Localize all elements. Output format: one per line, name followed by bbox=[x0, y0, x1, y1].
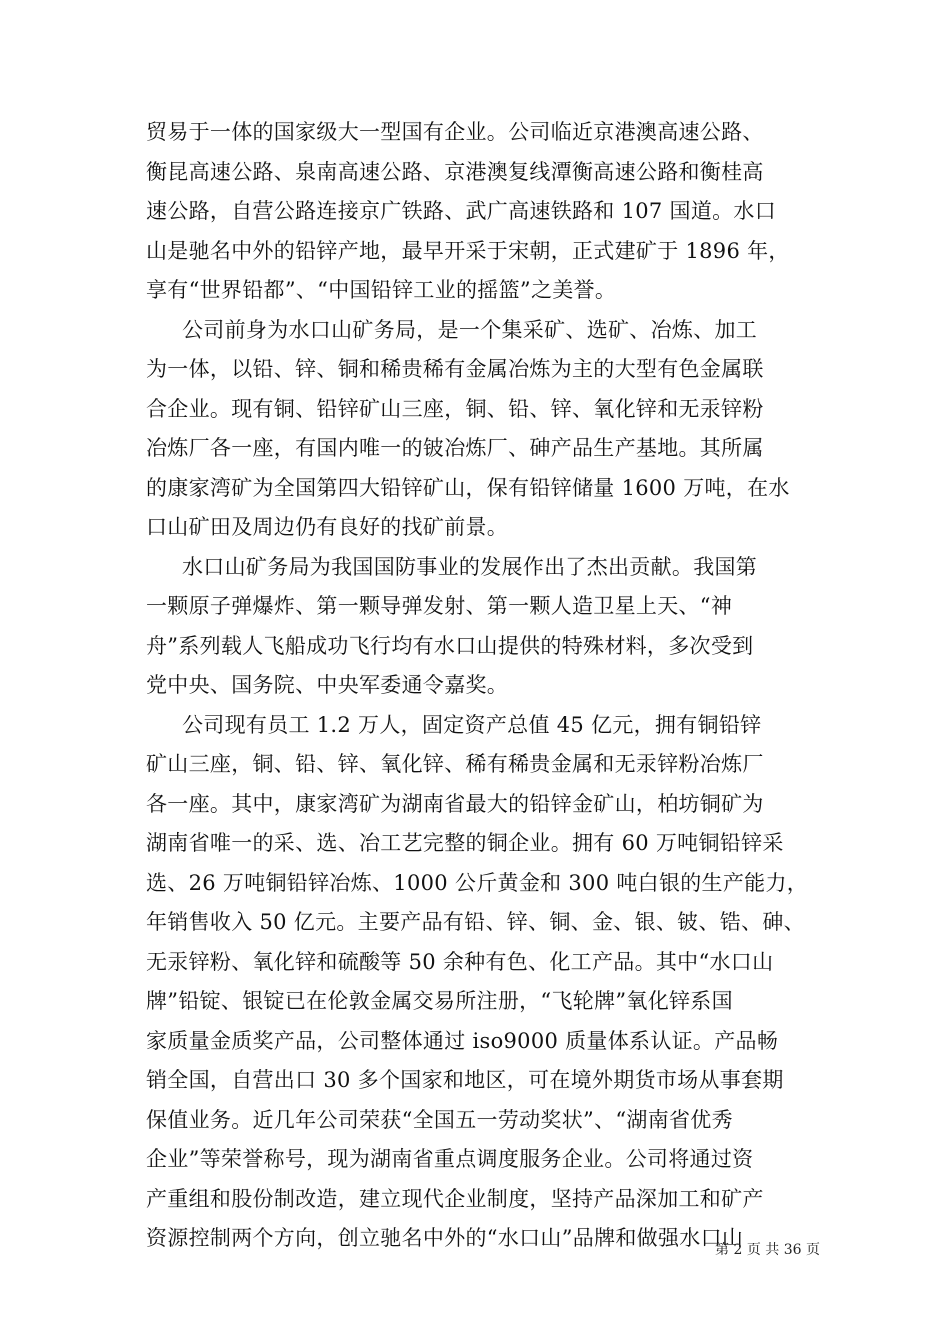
text-line: 享有“世界铅都”、“中国铅锌工业的摇篮”之美誉。 bbox=[146, 278, 617, 302]
text-line: 保值业务。近几年公司荣获“全国五一劳动奖状”、“湖南省优秀 bbox=[146, 1107, 733, 1132]
text-line: 企业”等荣誉称号，现为湖南省重点调度服务企业。公司将通过资 bbox=[146, 1147, 754, 1171]
body-text bbox=[146, 113, 826, 1259]
text-line: 贸易于一体的国家级大一型国有企业。公司临近京港澳高速公路、 bbox=[146, 120, 764, 144]
paragraph-start-line: 公司前身为水口山矿务局，是一个集采矿、选矿、冶炼、加工 bbox=[182, 317, 758, 342]
text-line: 党中央、国务院、中央军委通令嘉奖。 bbox=[146, 673, 509, 697]
text-line: 年销售收入 50 亿元。主要产品有铅、锌、铜、金、银、铍、锆、砷、 bbox=[146, 910, 805, 934]
text-line: 资源控制两个方向，创立驰名中外的“水口山”品牌和做强水口山 bbox=[146, 1226, 744, 1250]
text-line: 矿山三座，铜、铅、锌、氧化锌、稀有稀贵金属和无汞锌粉冶炼厂 bbox=[146, 752, 764, 776]
paragraph-start-line: 水口山矿务局为我国国防事业的发展作出了杰出贡献。我国第 bbox=[182, 554, 758, 579]
text-line: 各一座。其中，康家湾矿为湖南省最大的铅锌金矿山，柏坊铜矿为 bbox=[146, 791, 764, 816]
text-line: 的康家湾矿为全国第四大铅锌矿山，保有铅锌储量 1600 万吨，在水 bbox=[146, 475, 790, 500]
text-line: 湖南省唯一的采、选、冶工艺完整的铜企业。拥有 60 万吨铜铅锌采 bbox=[146, 831, 784, 855]
text-line: 衡昆高速公路、泉南高速公路、京港澳复线潭衡高速公路和衡桂高 bbox=[146, 159, 764, 184]
page-number-footer: 第 2 页 共 36 页 bbox=[715, 1242, 820, 1258]
text-line: 家质量金质奖产品，公司整体通过 iso9000 质量体系认证。产品畅 bbox=[146, 1028, 779, 1053]
text-line: 冶炼厂各一座，有国内唯一的铍冶炼厂、砷产品生产基地。其所属 bbox=[146, 436, 764, 460]
text-line: 速公路，自营公路连接京广铁路、武广高速铁路和 107 国道。水口 bbox=[146, 199, 777, 223]
text-line: 为一体，以铅、锌、铜和稀贵稀有金属冶炼为主的大型有色金属联 bbox=[146, 357, 764, 381]
text-line: 山是驰名中外的铅锌产地，最早开采于宋朝，正式建矿于 1896 年， bbox=[146, 238, 790, 263]
text-line: 合企业。现有铜、铅锌矿山三座，铜、铅、锌、氧化锌和无汞锌粉 bbox=[146, 396, 764, 421]
text-line: 舟”系列载人飞船成功飞行均有水口山提供的特殊材料，多次受到 bbox=[146, 633, 754, 658]
text-line: 选、26 万吨铜铅锌冶炼、1000 公斤黄金和 300 吨白银的生产能力， bbox=[146, 870, 809, 895]
paragraph-start-line: 公司现有员工 1.2 万人，固定资产总值 45 亿元，拥有铜铅锌 bbox=[182, 712, 762, 737]
text-line: 一颗原子弹爆炸、第一颗导弹发射、第一颗人造卫星上天、“神 bbox=[146, 594, 733, 618]
text-line: 产重组和股份制改造，建立现代企业制度，坚持产品深加工和矿产 bbox=[146, 1186, 764, 1211]
text-line: 牌”铅锭、银锭已在伦敦金属交易所注册，“飞轮牌”氧化锌系国 bbox=[146, 989, 733, 1013]
text-line: 无汞锌粉、氧化锌和硫酸等 50 余种有色、化工产品。其中“水口山 bbox=[146, 949, 774, 974]
text-line: 销全国，自营出口 30 多个国家和地区，可在境外期货市场从事套期 bbox=[146, 1068, 784, 1092]
text-line: 口山矿田及周边仍有良好的找矿前景。 bbox=[146, 515, 509, 539]
